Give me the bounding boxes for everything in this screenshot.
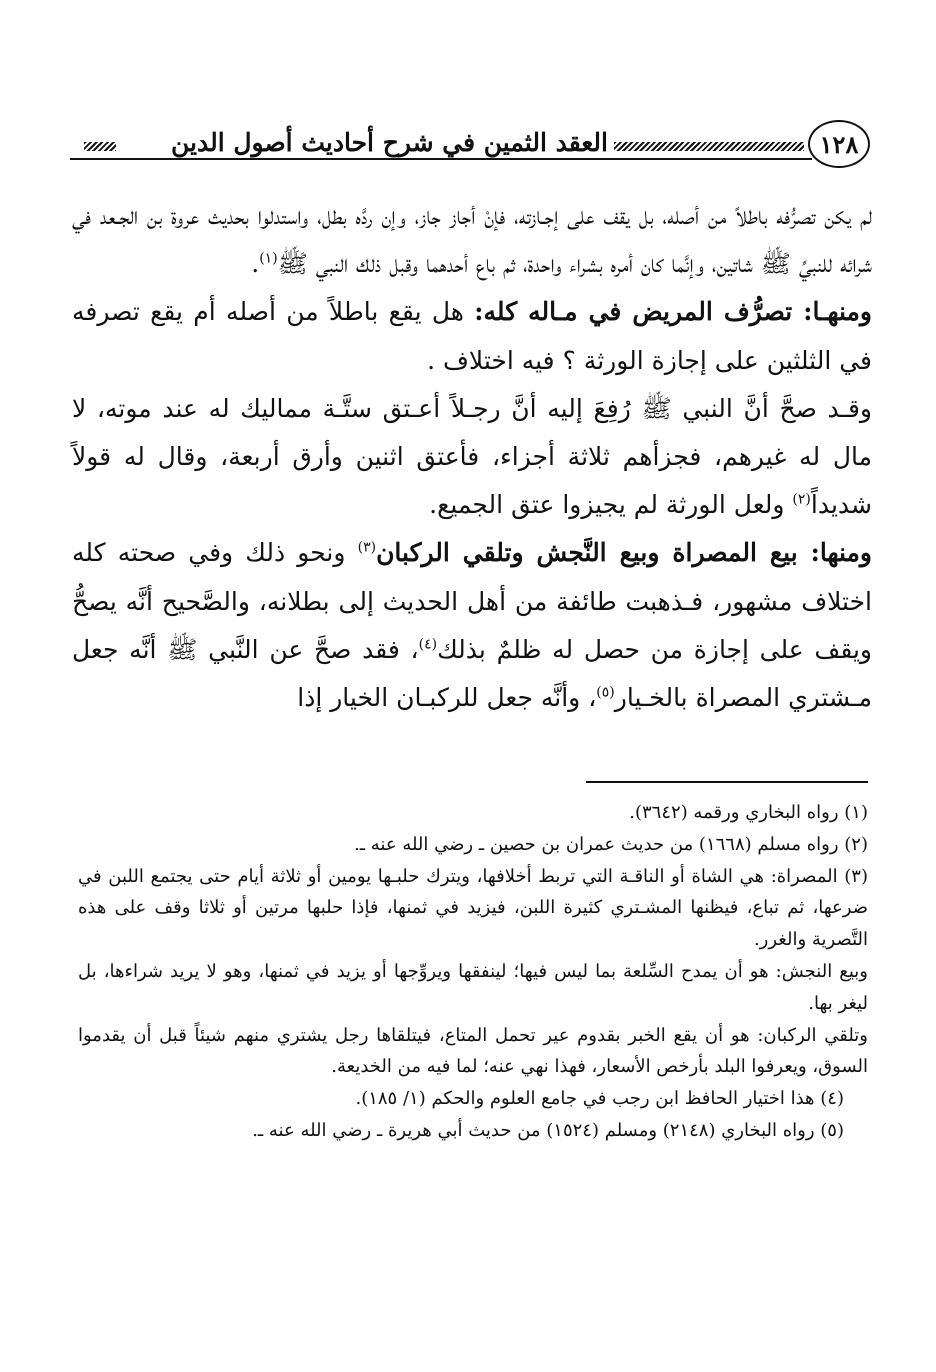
paragraph-2-text: هل يقع باطلاً من أصله أم يقع تصرفه في الثلثين على إجازة الورثة ؟ فيه اختلاف . bbox=[72, 297, 872, 375]
footnote-4: (٤) هذا اختيار الحافظ ابن رجب في جامع العلوم والحكم (١/ ١٨٥). bbox=[355, 1088, 844, 1110]
page-number: ١٢٨ bbox=[808, 120, 870, 168]
footnote-5: (٥) رواه البخاري (٢١٤٨) ومسلم (١٥٢٤) من حديث أبي هريرة ـ رضي الله عنه ـ. bbox=[252, 1119, 844, 1141]
footnote-ref-5: (٥) bbox=[596, 684, 615, 701]
paragraph-4-text-c: ، وأنَّه جعل للركبـان الخيار إذا bbox=[297, 683, 597, 713]
paragraph-4-text-b: ، فقد صحَّ عن النَّبي ﷺ أنَّه جعل مـشتري المصراة بالخـيار bbox=[72, 634, 872, 713]
paragraph-1 bbox=[72, 192, 872, 288]
paragraph-4-heading: ومنها: بيع المصراة وبيع النَّجش وتلقي الركبان bbox=[376, 538, 872, 568]
paragraph-2-heading: ومنهـا: تصرُّف المريض في مـاله كله: bbox=[474, 297, 872, 327]
running-title: العقد الثمين في شرح أحاديث أصول الدين bbox=[171, 128, 608, 157]
paragraph-4 bbox=[72, 529, 872, 722]
footnote-3: (٣) المصراة: هي الشاة أو الناقـة التي تربط أخلافها، ويترك حلبـها يومين أو ثلاثة أيام حتى يجتمع اللبن في ضرعها، ثم تباع، فيظنها المشـتري كثيرة اللبن، فيزيد في ثمنها، فإذا حلبها مرتين أو ثلاثا وقف على هذه التَّصرية والغرر. bbox=[78, 865, 868, 951]
footnote-3-najsh: وبيع النجش: هو أن يمدح السِّلعة بما ليس فيها؛ لينفقها ويروِّجها أو يزيد في ثمنها، وهو لا يريد شراءها، بل ليغر بها. bbox=[78, 960, 868, 1014]
paragraph-3-text-a: وقـد صحَّ أنَّ النبي ﷺ رُفِعَ إليه أنَّ رجـلاً أعـتق ستَّـة مماليك له عند موته، لا مال له غيرهم، فجزأهم ثلاثة أجزاء، فأعتق اثنين وأرق أربعة، وقال له قولاً شديداً bbox=[72, 393, 872, 520]
paragraph-2 bbox=[72, 288, 872, 384]
paragraph-4-text-a: ونحو ذلك وفي صحته كله اختلاف مشهور، فـذهبت طائفة من أهل الحديث إلى بطلانه، والصَّحيح أنَّه يصحُّ ويقف على إجازة من حصل له ظلمٌ بذلك bbox=[72, 538, 872, 664]
page-header bbox=[70, 120, 870, 170]
footnote-ref-2: (٢) bbox=[792, 491, 811, 508]
footnote-ref-1: (١) bbox=[259, 250, 278, 267]
footnote-ref-3: (٣) bbox=[357, 540, 377, 557]
main-text bbox=[72, 192, 872, 722]
footnote-2: (٢) رواه مسلم (١٦٦٨) من حديث عمران بن حصين ـ رضي الله عنه ـ. bbox=[354, 833, 868, 855]
footnotes bbox=[78, 797, 868, 1147]
footnote-ref-4: (٤) bbox=[418, 636, 438, 653]
paragraph-3 bbox=[72, 385, 872, 530]
paragraph-1-end: . bbox=[251, 249, 260, 279]
footnote-3-rukban: وتلقي الركبان: هو أن يقع الخبر بقدوم عير تحمل المتاع، فيتلقاها رجل يشتري منهم شيئاً قبل أن يقدموا السوق، ويعرفوا البلد بأرخص الأسعار، فهذا نهي عنه؛ لما فيه من الخديعة. bbox=[78, 1024, 868, 1078]
header-rule bbox=[70, 158, 812, 160]
footnote-separator bbox=[586, 781, 868, 783]
paragraph-3-text-b: ولعل الورثة لم يجيزوا عتق الجميع. bbox=[429, 490, 793, 520]
paragraph-1-text: لم يكن تصرُّفه باطلاً من أصله، بل يقف على إجـازته، فإنْ أجاز جاز، وإن ردَّه بطل، واستدلوا بحديث عروة بن الجـعد في شرائه للنبيِّ ﷺ شاتين، وإنَّما كان أمره بشراء واحدة، ثم باع أحدهما وقبل ذلك النبي ﷺ bbox=[72, 201, 872, 279]
header-ornament-left bbox=[84, 142, 116, 151]
footnote-1: (١) رواه البخاري ورقمه (٣٦٤٢). bbox=[629, 802, 868, 823]
header-ornament-right bbox=[614, 142, 804, 151]
